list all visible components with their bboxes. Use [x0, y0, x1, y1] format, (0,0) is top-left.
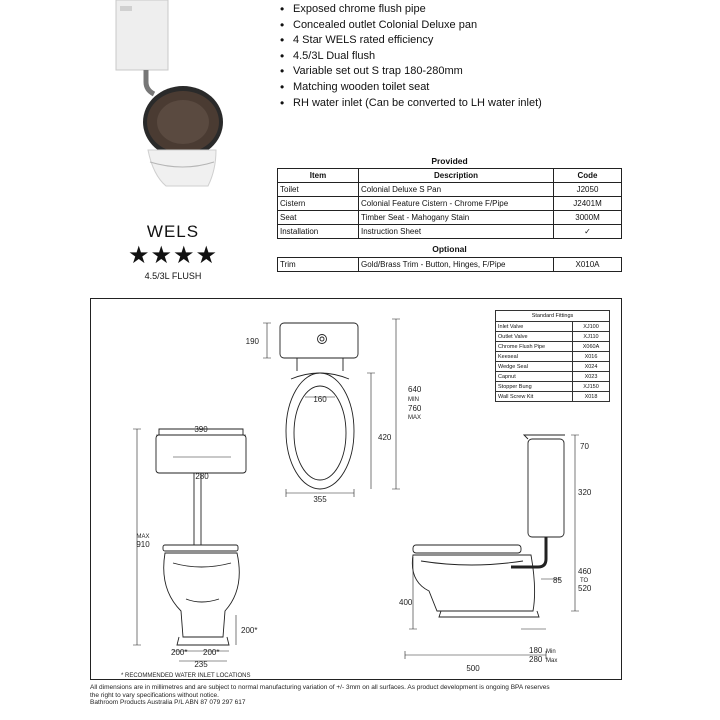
footnote-line: All dimensions are in millimetres and are subject to normal manufacturing variation of +/- 3mm on all surfaces. As product development is ongoing BPA reserves [90, 684, 550, 691]
dim-640: 640 [408, 385, 422, 394]
dim-420: 420 [378, 433, 392, 442]
cell-item: Cistern [278, 197, 359, 211]
table-row [278, 183, 622, 197]
fitting-code: X023 [573, 372, 610, 382]
dim-70: 70 [580, 442, 589, 451]
wels-flush-label: 4.5/3L FLUSH [144, 271, 202, 281]
company-line: Bathroom Products Australia P/L ABN 87 079 297 617 [90, 699, 246, 706]
cell-description: Gold/Brass Trim - Button, Hinges, F/Pipe [359, 258, 554, 272]
fitting-name: Wall Screw Kit [496, 392, 573, 402]
dim-180: 180 [529, 646, 543, 655]
dim-200-left: 200* [171, 648, 188, 657]
table-row [278, 225, 622, 239]
fittings-table [495, 321, 610, 402]
fitting-code: XJ150 [573, 382, 610, 392]
fitting-code: XJ100 [573, 322, 610, 332]
dim-min: MIN [408, 397, 419, 403]
table-row [278, 197, 622, 211]
dim-85: 85 [553, 576, 562, 585]
dim-200-side: 200* [241, 626, 258, 635]
dim-160: 160 [313, 395, 327, 404]
provided-title: Provided [431, 156, 468, 166]
header-code: Code [554, 169, 622, 183]
dim-235: 235 [194, 660, 208, 669]
front-view-drawing [156, 429, 246, 645]
feature-item: • Concealed outlet Colonial Deluxe pan [278, 18, 698, 34]
table-row [496, 332, 610, 342]
cell-description: Timber Seat - Mahogany Stain [359, 211, 554, 225]
dim-to: TO [580, 578, 589, 584]
dim-280-side: 280 [529, 655, 543, 664]
footnote-line: the right to vary specifications without notice. [90, 691, 219, 699]
wels-stars: ★★★★ [127, 241, 219, 269]
fittings-title: Standard Fittings [495, 310, 610, 321]
cell-code: X010A [554, 258, 622, 272]
cell-description: Colonial Feature Cistern - Chrome F/Pipe [359, 197, 554, 211]
feature-item: • Exposed chrome flush pipe [278, 2, 698, 18]
inlet-note: * RECOMMENDED WATER INLET LOCATIONS [121, 673, 251, 679]
fitting-name: Wedge Seal [496, 362, 573, 372]
feature-item: • Matching wooden toilet seat [278, 80, 698, 96]
top-view-drawing [280, 323, 358, 489]
table-row [496, 362, 610, 372]
side-view-drawing [412, 435, 565, 617]
dim-520: 520 [578, 584, 592, 593]
cell-item: Seat [278, 211, 359, 225]
table-row [496, 342, 610, 352]
dim-500: 500 [466, 664, 480, 673]
fitting-name: Keeseal [496, 352, 573, 362]
dim-max-front: MAX [136, 534, 150, 540]
fitting-name: Stopper Bung [496, 382, 573, 392]
fitting-code: X060A [573, 342, 610, 352]
dim-max-side: Max [546, 658, 558, 664]
fitting-code: XJ110 [573, 332, 610, 342]
wels-badge [118, 222, 228, 281]
header-description: Description [359, 169, 554, 183]
fitting-name: Capnut [496, 372, 573, 382]
cell-code: J2050 [554, 183, 622, 197]
dim-190: 190 [245, 337, 259, 346]
fitting-code: X018 [573, 392, 610, 402]
footnote [90, 684, 630, 707]
table-header-row [278, 169, 622, 183]
dim-280: 280 [195, 472, 209, 481]
dim-min-side: Min [546, 649, 556, 655]
dim-760: 760 [408, 404, 422, 413]
feature-item: • RH water inlet (Can be converted to LH water inlet) [278, 96, 698, 112]
fitting-name: Chrome Flush Pipe [496, 342, 573, 352]
dim-355: 355 [313, 495, 327, 504]
cell-code: 3000M [554, 211, 622, 225]
optional-table [277, 257, 622, 272]
dim-460: 460 [578, 567, 592, 576]
feature-item: • 4 Star WELS rated efficiency [278, 33, 698, 49]
table-row [496, 382, 610, 392]
cell-code: J2401M [554, 197, 622, 211]
feature-item: • Variable set out S trap 180-280mm [278, 64, 698, 80]
standard-fittings [495, 310, 610, 402]
dim-390: 390 [194, 425, 208, 434]
dim-910: 910 [136, 540, 150, 549]
table-row [278, 258, 622, 272]
fitting-code: X016 [573, 352, 610, 362]
table-row [496, 392, 610, 402]
fitting-code: X024 [573, 362, 610, 372]
cell-description: Colonial Deluxe S Pan [359, 183, 554, 197]
optional-title: Optional [432, 244, 467, 254]
provided-table [277, 168, 622, 239]
feature-list [278, 2, 698, 111]
table-row [278, 211, 622, 225]
product-photo [98, 0, 223, 190]
cell-description: Instruction Sheet [359, 225, 554, 239]
dim-max: MAX [408, 415, 422, 421]
cell-item: Toilet [278, 183, 359, 197]
dim-200-right: 200* [203, 648, 220, 657]
checkmark-icon: ✓ [554, 225, 622, 239]
fitting-name: Outlet Valve [496, 332, 573, 342]
feature-item: • 4.5/3L Dual flush [278, 49, 698, 65]
dim-320: 320 [578, 488, 592, 497]
wels-title: WELS [146, 222, 200, 241]
header-item: Item [278, 169, 359, 183]
table-row [496, 352, 610, 362]
fitting-name: Inlet Valve [496, 322, 573, 332]
cell-item: Trim [278, 258, 359, 272]
table-row [496, 372, 610, 382]
dim-400: 400 [399, 598, 413, 607]
table-row [496, 322, 610, 332]
cell-item: Installation [278, 225, 359, 239]
